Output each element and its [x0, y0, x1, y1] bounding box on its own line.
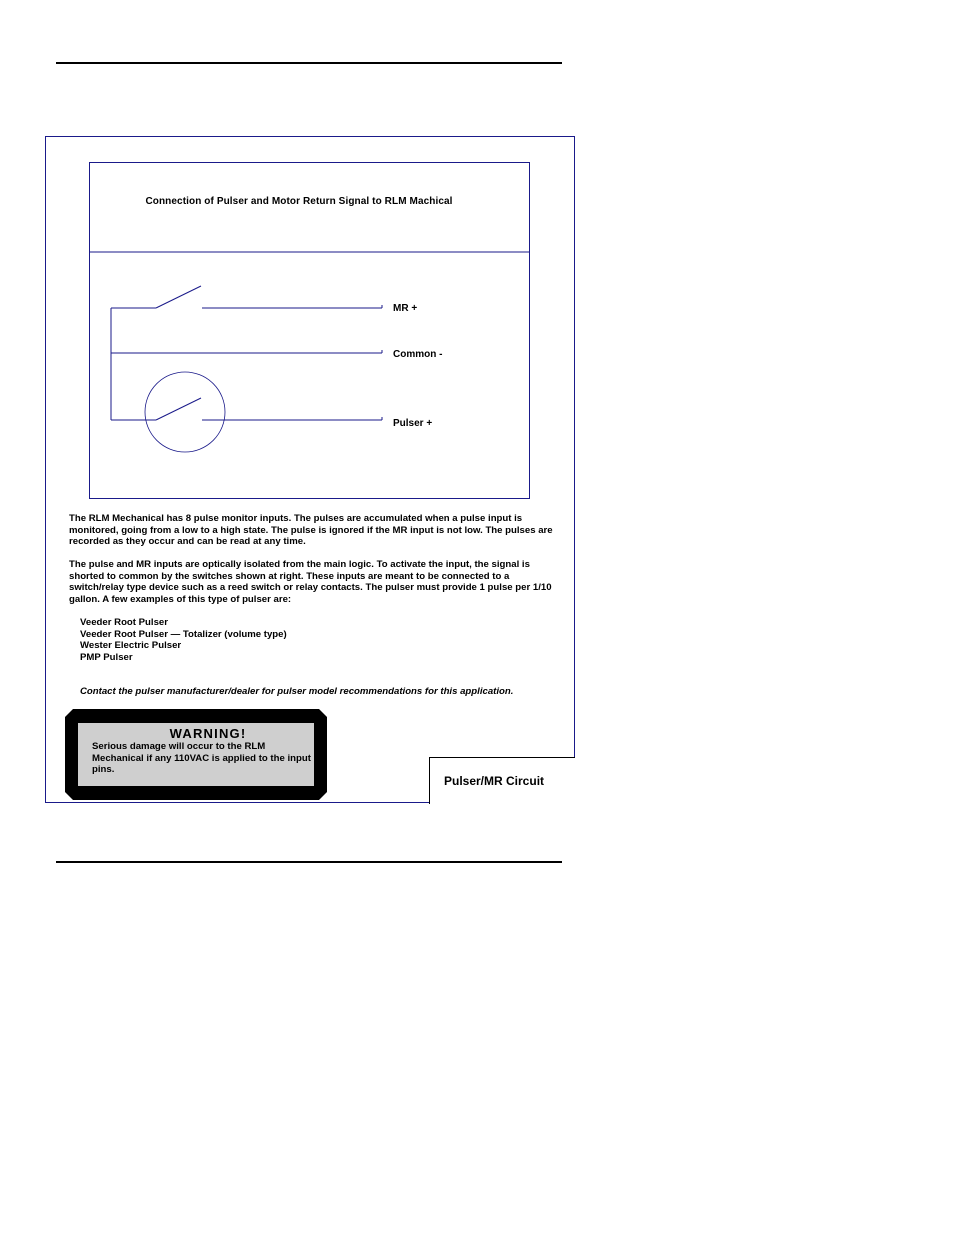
- contact-note: Contact the pulser manufacturer/dealer for pulser model recommendations for this application.: [80, 686, 514, 697]
- pulser-examples-list: [80, 617, 287, 663]
- common-label: Common -: [393, 349, 443, 360]
- mr-switch-blade: [156, 286, 201, 308]
- pulser-enclosure: [145, 372, 225, 452]
- list-item: Veeder Root Pulser: [80, 617, 168, 628]
- description-paragraph-2: The pulse and MR inputs are optically isolated from the main logic. To activate the input, the signal is shorted to common by the switches shown at right. These inputs are meant to be connected to a switch/relay type device such as a reed switch or relay contacts. The pulser must provide 1 pulse per 1/10 gallon. A few examples of this type of pulser are:: [69, 559, 552, 605]
- description-paragraph-1: The RLM Mechanical has 8 pulse monitor inputs. The pulses are accumulated when a pulse input is monitored, going from a low to a high state. The pulse is ignored if the MR input is not low. The pulses are recorded as they occur and can be read at any time.: [69, 513, 553, 548]
- warning-text: Serious damage will occur to the RLM Mechanical if any 110VAC is applied to the input pins.: [92, 741, 311, 776]
- top-rule: [56, 62, 562, 64]
- list-item: Wester Electric Pulser: [80, 640, 182, 652]
- bottom-rule: [56, 861, 562, 863]
- list-item: Veeder Root Pulser — Totalizer (volume type): [80, 628, 287, 640]
- figure-caption: Pulser/MR Circuit: [444, 774, 545, 788]
- pulser-switch-blade: [156, 398, 201, 420]
- list-item: PMP Pulser: [80, 651, 133, 663]
- mr-label: MR +: [393, 303, 418, 314]
- circuit-diagram: [89, 162, 530, 499]
- diagram-title: Connection of Pulser and Motor Return Signal to RLM Machical: [145, 196, 453, 207]
- warning-title: WARNING!: [169, 726, 247, 741]
- pulser-label: Pulser +: [393, 418, 433, 429]
